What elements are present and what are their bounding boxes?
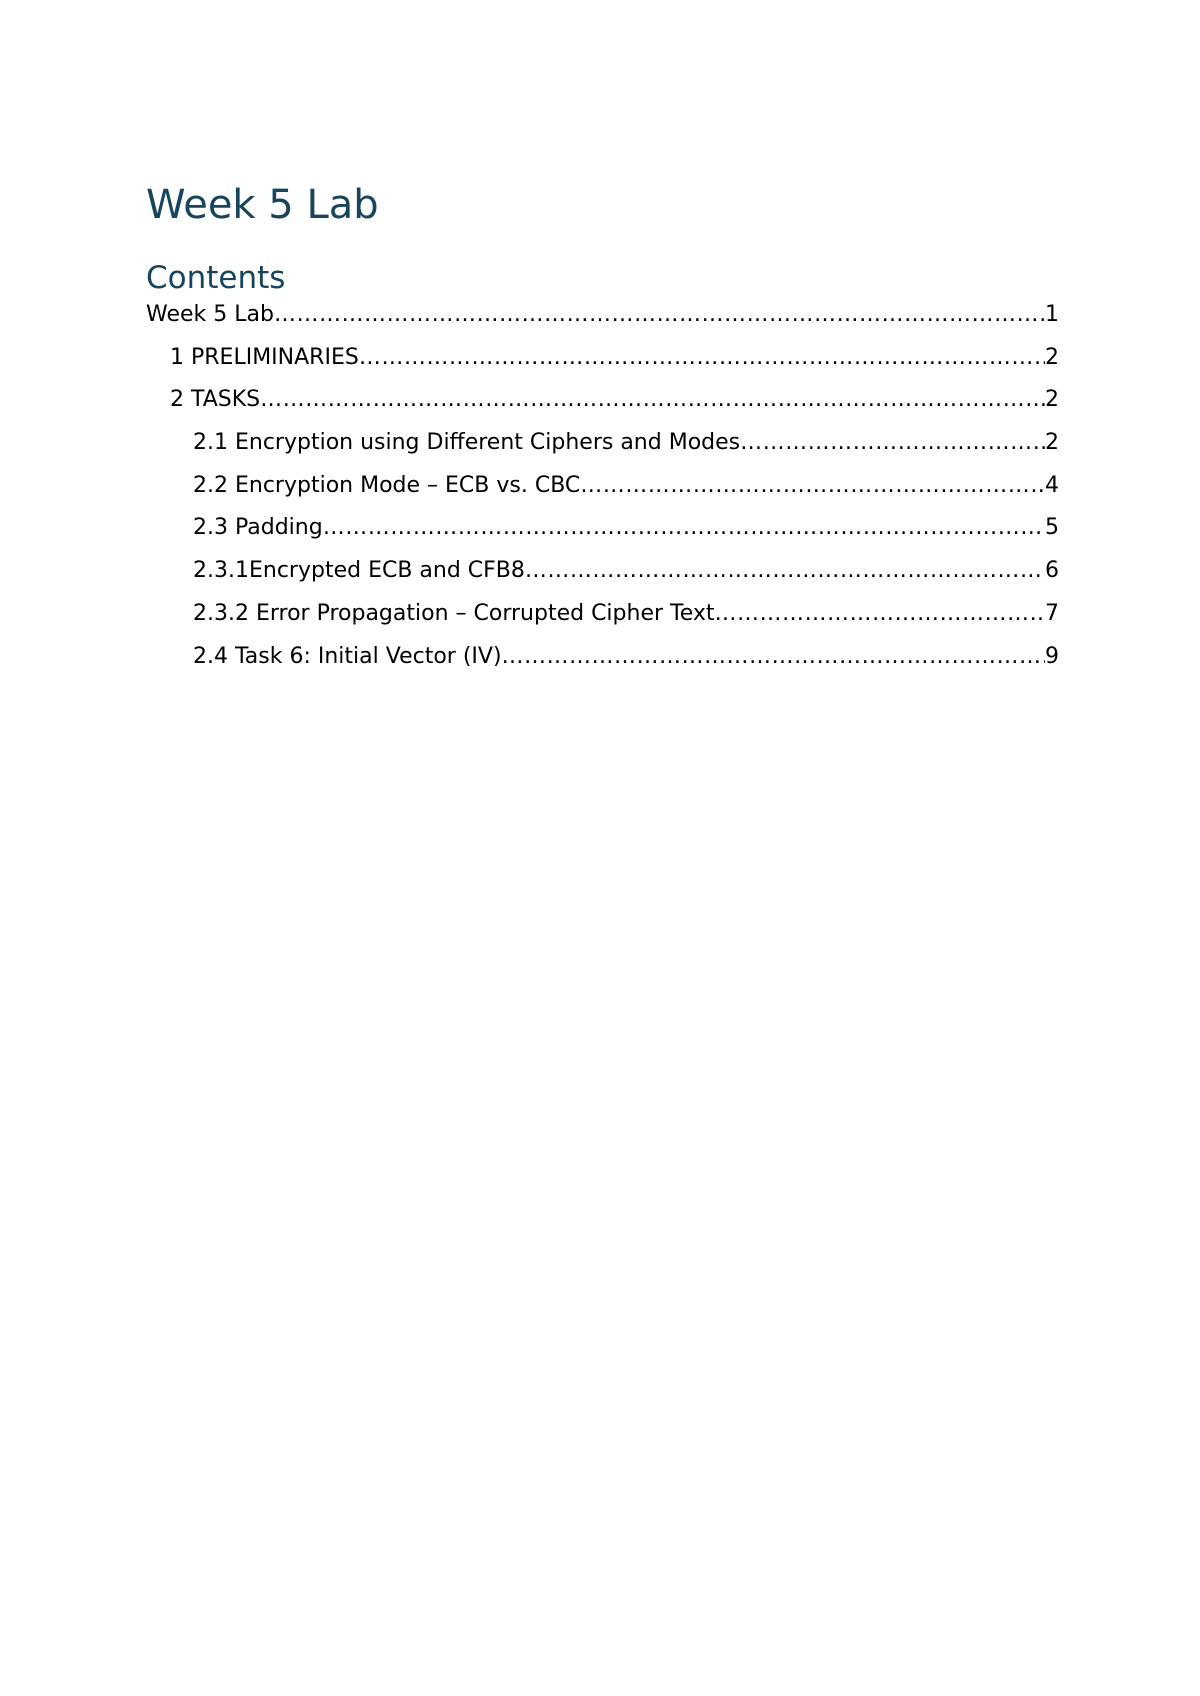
toc-entry[interactable] — [146, 426, 1059, 469]
toc-dot-leader — [359, 341, 1045, 375]
toc-entry[interactable] — [146, 469, 1059, 512]
toc-entry[interactable] — [146, 383, 1059, 426]
document-title: Week 5 Lab — [146, 182, 379, 228]
toc-entry-page-number: 7 — [1045, 600, 1059, 626]
toc-entry-label: 2.3.1Encrypted ECB and CFB8 — [193, 558, 525, 584]
toc-entry[interactable] — [146, 511, 1059, 554]
toc-entry-label: 2.2 Encryption Mode – ECB vs. CBC — [193, 472, 581, 498]
toc-dot-leader — [502, 640, 1045, 674]
toc-entry-label: Week 5 Lab — [146, 302, 274, 327]
toc-entry-page-number: 2 — [1045, 387, 1059, 413]
toc-dot-leader — [323, 511, 1045, 545]
toc-heading: Contents — [146, 260, 286, 296]
toc-entry-page-number: 2 — [1045, 430, 1059, 456]
toc-entry[interactable] — [146, 597, 1059, 640]
toc-entry[interactable] — [146, 341, 1059, 384]
toc-entry-page-number: 1 — [1045, 302, 1059, 327]
toc-entry[interactable] — [146, 554, 1059, 597]
toc-dot-leader — [715, 597, 1045, 631]
toc-entry-page-number: 4 — [1045, 472, 1059, 498]
toc-entry[interactable] — [146, 298, 1059, 341]
toc-entry-page-number: 6 — [1045, 558, 1059, 584]
toc-entry-label: 2.3.2 Error Propagation – Corrupted Cipher Text — [193, 600, 715, 626]
toc-entry-label: 2.1 Encryption using Different Ciphers and Modes — [193, 430, 741, 456]
toc-entry-label: 2 TASKS — [170, 387, 261, 413]
toc-entry-page-number: 2 — [1045, 344, 1059, 370]
toc-entry-page-number: 9 — [1045, 643, 1059, 669]
toc-entry-label: 2.3 Padding — [193, 515, 323, 541]
toc-entry-page-number: 5 — [1045, 515, 1059, 541]
toc-entry[interactable] — [146, 640, 1059, 683]
toc-dot-leader — [740, 426, 1045, 460]
toc-entry-label: 2.4 Task 6: Initial Vector (IV) — [193, 643, 502, 669]
toc-dot-leader — [580, 469, 1045, 503]
table-of-contents — [146, 298, 1059, 682]
toc-dot-leader — [260, 383, 1045, 417]
toc-dot-leader — [274, 298, 1045, 332]
toc-dot-leader — [525, 554, 1045, 588]
toc-entry-label: 1 PRELIMINARIES — [170, 344, 359, 370]
